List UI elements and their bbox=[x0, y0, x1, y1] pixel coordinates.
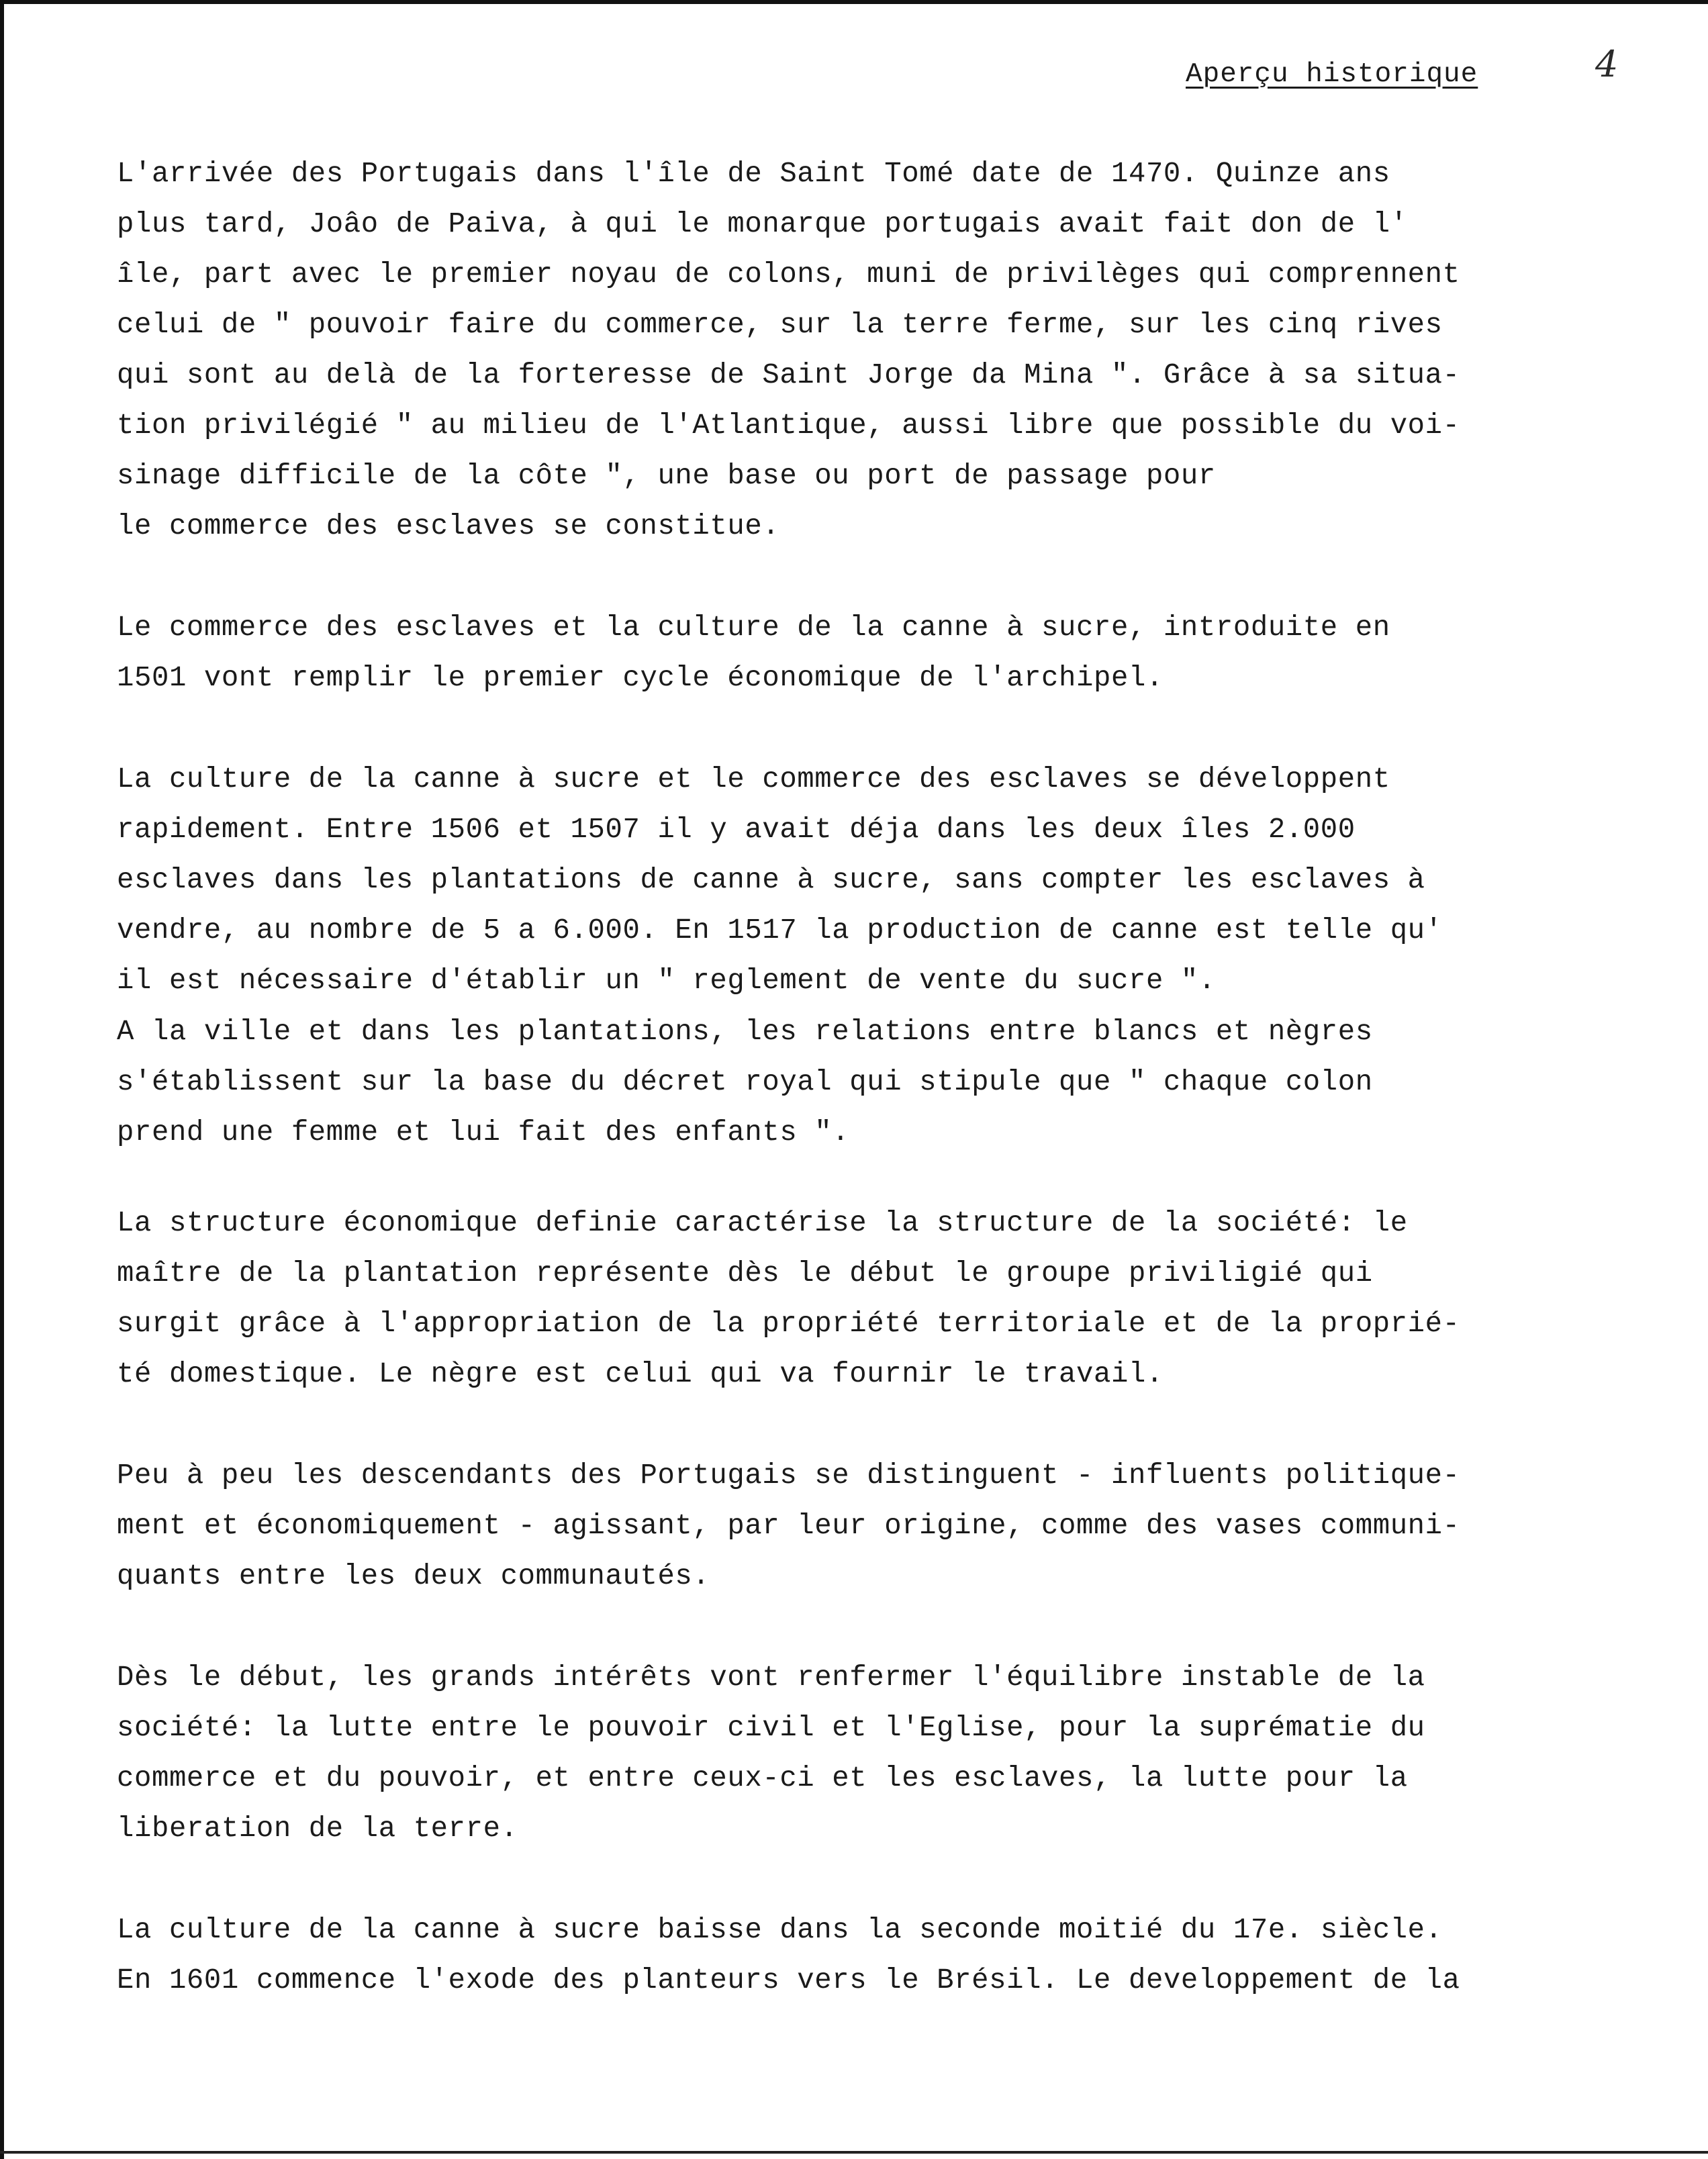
paragraph-social-structure: La structure économique definie caractérise la structure de la société: le maître de la plantation représente dès le début le groupe priviligié qui surgit grâce à l'appropriation de la propriété territoriale et de la proprié- té domestique. Le nègre est celui qui va fournir le travail. bbox=[117, 1207, 1460, 1390]
paragraph-interests: Dès le début, les grands intérêts vont renfermer l'équilibre instable de la société: la lutte entre le pouvoir civil et l'Eglise, pour la suprématie du commerce et du pouvoir, et entre ceux-ci et les esclaves, la lutte pour la liberation de la terre. bbox=[117, 1662, 1425, 1845]
page-header bbox=[1141, 43, 1625, 102]
paragraph-arrival: L'arrivée des Portugais dans l'île de Saint Tomé date de 1470. Quinze ans plus tard, Joâo de Paiva, à qui le monarque portugais avait fait don de l' île, part avec le premier noyau de colons, muni de privilèges qui comprennent celui de " pouvoir faire du commerce, sur la terre ferme, sur les cinq rives qui sont au delà de la forteresse de Saint Jorge da Mina ". Grâce à sa situa- tion privilégié " au milieu de l'Atlantique, aussi libre que possible du voi- sinage difficile de la côte ", une base ou port de passage pour le commerce des esclaves se constitue. bbox=[117, 158, 1460, 542]
paragraph-economic-cycle: Le commerce des esclaves et la culture de la canne à sucre, introduite en 1501 vont remplir le premier cycle économique de l'archipel. bbox=[117, 612, 1390, 694]
page-number: 4 bbox=[1595, 43, 1619, 85]
paragraph-relations: A la ville et dans les plantations, les relations entre blancs et nègres s'établissent sur la base du décret royal qui stipule que " chaque colon prend une femme et lui fait des enfants ". bbox=[117, 1016, 1373, 1149]
document-body bbox=[117, 149, 1674, 2006]
paragraph-descendants: Peu à peu les descendants des Portugais se distinguent - influents politique- ment et économiquement - agissant, par leur origine, comme des vases communi- quants entre les deux communautés. bbox=[117, 1459, 1460, 1592]
paragraph-decline: La culture de la canne à sucre baisse dans la seconde moitié du 17e. siècle. En 1601 commence l'exode des planteurs vers le Brésil. Le developpement de la bbox=[117, 1914, 1460, 1997]
paragraph-sugar-development: La culture de la canne à sucre et le commerce des esclaves se développent rapidement. Entre 1506 et 1507 il y avait déja dans les deux îles 2.000 esclaves dans les plantations de canne à sucre, sans compter les esclaves à vendre, au nombre de 5 a 6.000. En 1517 la production de canne est telle qu' il est nécessaire d'établir un " reglement de vente du sucre ". bbox=[117, 763, 1443, 997]
bottom-rule bbox=[0, 2151, 1708, 2154]
section-title: Aperçu historique bbox=[1186, 59, 1478, 90]
